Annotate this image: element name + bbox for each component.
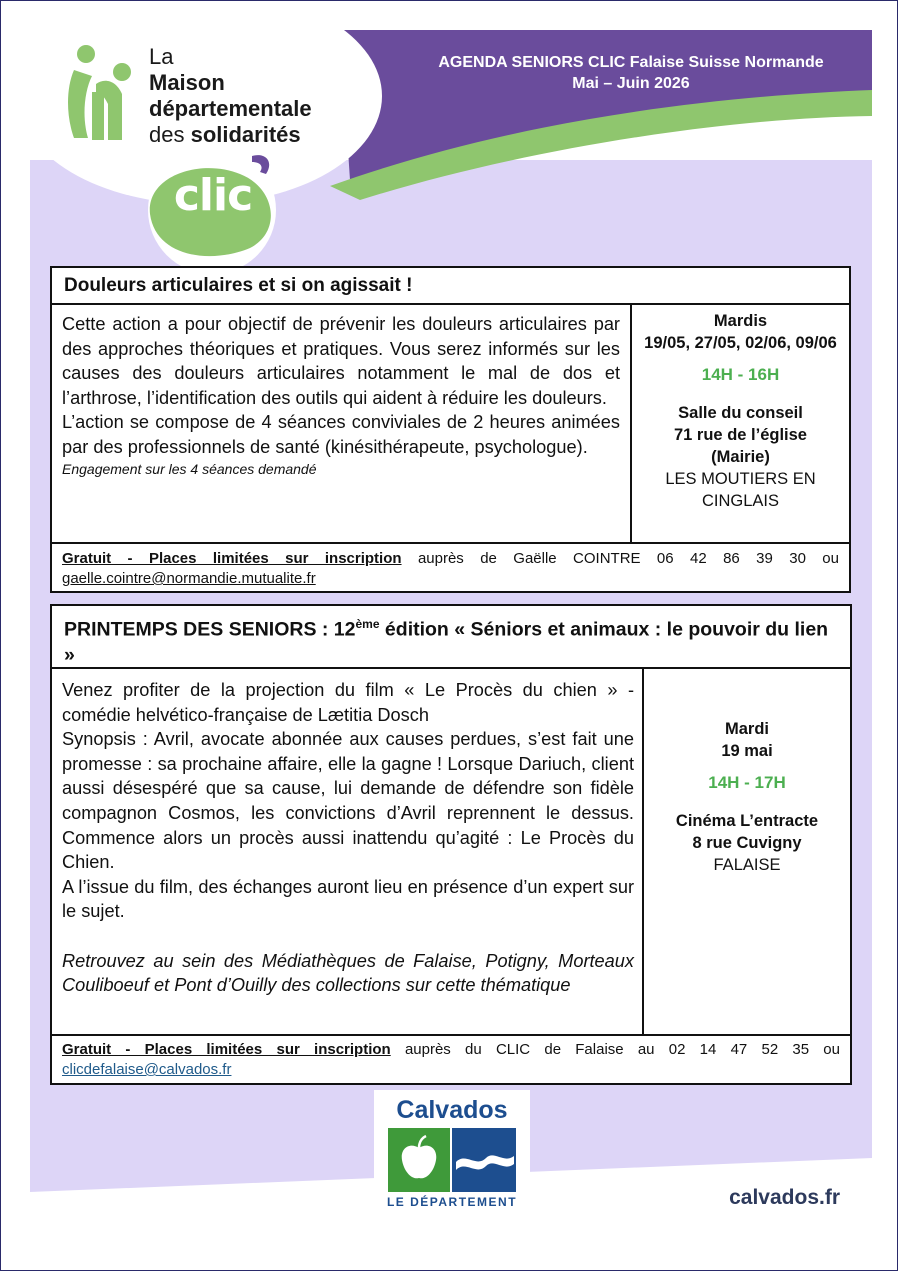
event-2-day: Mardi (724, 720, 769, 738)
event-1-desc-para-1: Cette action a pour objectif de prévenir les douleurs articulaires par des approches théoriques et pratiques. Vous serez informés sur les causes des douleurs articulaires notamment le mal de dos et l’arthrose, l’identification des outils qui aident à réduire les douleurs. (62, 314, 620, 408)
agenda-header (392, 52, 870, 94)
event-1-desc-para-2: L’action se compose de 4 séances conviviales de 2 heures animées par des professionnels de santé (kinésithérapeute, psychologue). (62, 412, 620, 457)
event-1-day: Mardis (713, 312, 768, 330)
event-2-footer-bold: Gratuit - Places limitées sur inscription (62, 1041, 391, 1058)
event-2-venue-name: Cinéma L’entracte (675, 812, 819, 830)
event-2-note: Retrouvez au sein des Médiathèques de Falaise, Potigny, Morteaux Couliboeuf et Pont d’Ouilly des collections sur cette thématique (62, 950, 634, 996)
event-2-schedule (644, 718, 850, 876)
calvados-logo-word: Calvados (396, 1096, 508, 1124)
agenda-title: AGENDA SENIORS CLIC Falaise Suisse Normande (438, 54, 824, 71)
event-2-dates: 19 mai (721, 742, 773, 760)
website-link[interactable]: calvados.fr (729, 1186, 840, 1209)
event-1-footer-text: auprès de Gaëlle COINTRE 06 42 86 39 30 ou (401, 550, 839, 567)
event-1-email-link[interactable]: gaelle.cointre@normandie.mutualite.fr (62, 570, 316, 587)
brand-line-2: Maison (149, 69, 225, 95)
mds-brand-name (149, 44, 379, 148)
brand-line-4-bold: solidarités (190, 121, 301, 147)
calvados-logo (374, 1090, 530, 1212)
event-2-venue-street: 8 rue Cuvigny (692, 834, 802, 852)
event-2-time: 14H - 17H (708, 773, 786, 792)
event-card-1 (50, 266, 851, 593)
event-2-footer-text: auprès du CLIC de Falaise au 02 14 47 52 35 ou (390, 1041, 840, 1058)
event-1-footer-divider (52, 542, 849, 544)
event-1-time: 14H - 16H (701, 365, 780, 384)
event-2-spacer (62, 924, 634, 949)
calvados-emblem-icon (388, 1128, 516, 1192)
brand-line-4-pre: des (149, 121, 191, 147)
event-2-title-sup: ème (355, 617, 380, 631)
agenda-period: Mai – Juin 2026 (572, 75, 690, 92)
event-1-note: Engagement sur les 4 séances demandé (62, 460, 317, 477)
event-1-venue-town: LES MOUTIERS EN CINGLAIS (665, 470, 816, 510)
brand-line-4 (149, 122, 379, 148)
event-2-venue-town: FALAISE (713, 856, 781, 874)
event-1-footer (62, 549, 839, 589)
event-1-title: Douleurs articulaires et si on agissait ! (52, 268, 849, 305)
event-2-footer (62, 1040, 840, 1080)
event-1-venue-extra: (Mairie) (711, 448, 770, 466)
event-2-email-link[interactable]: clicdefalaise@calvados.fr (62, 1061, 232, 1078)
event-card-2 (50, 604, 852, 1085)
event-2-footer-divider (52, 1034, 850, 1036)
event-2-desc-para-3: A l’issue du film, des échanges auront lieu en présence d’un expert sur le sujet. (62, 876, 634, 922)
event-2-title-pre: PRINTEMPS DES SENIORS : 12 (64, 618, 356, 641)
event-1-venue-name: Salle du conseil (678, 404, 803, 422)
calvados-logo-dept: LE DÉPARTEMENT (386, 1195, 518, 1209)
clic-logo-text: clic (173, 170, 253, 221)
event-2-desc-para-2: Synopsis : Avril, avocate abonnée aux causes perdues, s’est fait une promesse : sa prochaine affaire, elle la gagne ! Lorsque Dariuch, client aussi désespéré que sa cause, lui demande de défendre son fidèle compagnon Cosmos, les convictions d’Avril reprennent le dessus. Commence alors un procès aussi inattendu qu’agité : Le Procès du Chien. (62, 729, 634, 873)
brand-line-3: départementale (149, 95, 312, 121)
brand-line-1: La (149, 44, 174, 69)
event-1-description (62, 312, 620, 478)
event-1-dates: 19/05, 27/05, 02/06, 09/06 (644, 334, 837, 352)
event-1-footer-bold: Gratuit - Places limitées sur inscription (62, 550, 402, 567)
event-2-title (52, 606, 850, 669)
event-2-description (62, 678, 634, 998)
event-1-schedule (632, 310, 849, 512)
event-2-desc-para-1: Venez profiter de la projection du film « Le Procès du chien » - comédie helvético-française de Lætitia Dosch (62, 680, 634, 725)
event-2-title-post: édition « Séniors et animaux : le pouvoir du lien » (64, 618, 829, 666)
event-1-venue-street: 71 rue de l’église (674, 426, 807, 444)
